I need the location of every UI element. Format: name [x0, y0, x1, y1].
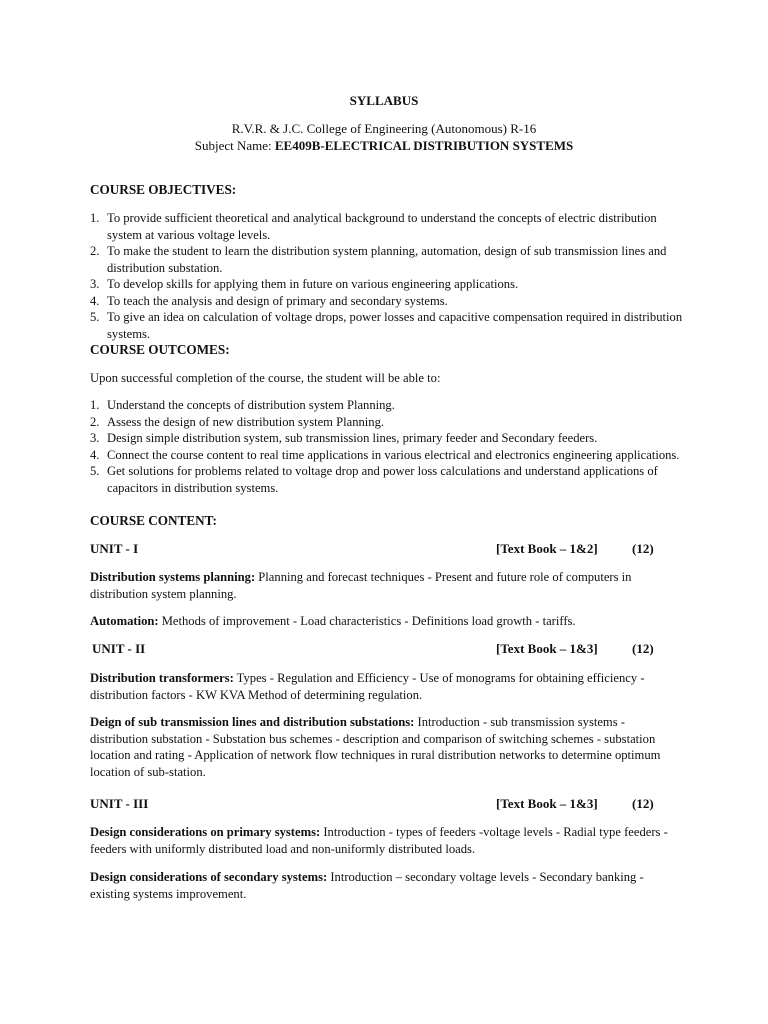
topic-paragraph	[90, 569, 680, 602]
topic-title: Design considerations on primary systems:	[90, 825, 321, 839]
topic-paragraph	[90, 714, 680, 780]
list-text: To give an idea on calculation of voltage drops, power losses and capacitive compensation required in distribution systems.	[107, 310, 683, 341]
topic-text: Types - Regulation and Efficiency - Use of monograms for obtaining efficiency - distribution factors - KW KVA Method of determining regulation.	[90, 671, 645, 702]
unit-header-2	[92, 641, 692, 658]
topic-title: Distribution transformers:	[90, 671, 234, 685]
list-text: To develop skills for applying them in future on various engineering applications.	[107, 277, 519, 291]
subject-line	[0, 138, 768, 155]
topic-text: Introduction – secondary voltage levels - Secondary banking - existing systems improvement.	[90, 870, 644, 901]
topic-text: Planning and forecast techniques - Present and future role of computers in distribution system planning.	[90, 570, 632, 601]
unit-header-1	[90, 541, 690, 558]
list-item	[90, 243, 690, 276]
topic-title: Deign of sub transmission lines and distribution substations:	[90, 715, 415, 729]
list-number: 5.	[90, 464, 100, 478]
unit-name: UNIT - III	[90, 796, 149, 811]
list-number: 4.	[90, 293, 100, 308]
list-text: Design simple distribution system, sub transmission lines, primary feeder and Secondary feeders.	[107, 431, 598, 445]
topic-text: Introduction - sub transmission systems - distribution substation - Substation bus schemes - description and comparison of switching schemes - substation location and rating - Application of network flow techniques in rural distribution networks to determine optimum location of sub-station.	[90, 715, 661, 779]
list-text: Get solutions for problems related to voltage drop and power loss calculations and understand applications of capacitors in distribution systems.	[107, 464, 658, 495]
list-text: Understand the concepts of distribution system Planning.	[107, 398, 395, 412]
unit-name: UNIT - II	[92, 641, 146, 656]
list-number: 4.	[90, 447, 100, 462]
list-item	[90, 447, 690, 464]
unit-textbook: [Text Book – 1&2]	[496, 541, 598, 556]
list-item	[90, 210, 690, 243]
topic-text: Methods of improvement - Load characteristics - Definitions load growth - tariffs.	[158, 614, 576, 628]
list-item	[90, 397, 690, 414]
objectives-list	[90, 210, 690, 342]
topic-title: Automation:	[90, 614, 159, 628]
list-text: To make the student to learn the distribution system planning, automation, design of sub transmission lines and distribution substation.	[107, 244, 667, 275]
list-number: 1.	[90, 211, 100, 225]
topic-text: Introduction - types of feeders -voltage levels - Radial type feeders - feeders with uniformly distributed load and non-uniformly distributed loads.	[90, 825, 668, 856]
unit-name: UNIT - I	[90, 541, 139, 556]
unit-textbook: [Text Book – 1&3]	[496, 641, 598, 656]
topic-paragraph	[90, 670, 680, 703]
topic-title: Distribution systems planning:	[90, 570, 256, 584]
list-number: 1.	[90, 398, 100, 412]
topic-title: Design considerations of secondary systems:	[90, 870, 328, 884]
list-text: Connect the course content to real time applications in various electrical and electronics engineering applications.	[107, 447, 680, 462]
list-number: 2.	[90, 414, 100, 429]
list-item	[90, 463, 690, 496]
list-text: To provide sufficient theoretical and analytical background to understand the concepts of electric distribution system at various voltage levels.	[107, 211, 657, 242]
list-text: To teach the analysis and design of primary and secondary systems.	[107, 293, 448, 308]
outcomes-intro: Upon successful completion of the course, the student will be able to:	[90, 371, 441, 385]
list-number: 5.	[90, 310, 100, 324]
unit-hours: (12)	[632, 541, 654, 556]
list-text: Assess the design of new distribution system Planning.	[107, 414, 385, 429]
subject-prefix: Subject Name:	[194, 138, 275, 153]
outcomes-heading: COURSE OUTCOMES:	[90, 342, 230, 357]
objectives-heading: COURSE OBJECTIVES:	[90, 182, 237, 197]
list-item	[90, 430, 690, 447]
unit-hours: (12)	[632, 796, 654, 811]
subject-name: EE409B-ELECTRICAL DISTRIBUTION SYSTEMS	[274, 138, 574, 153]
unit-hours: (12)	[632, 641, 654, 656]
unit-textbook: [Text Book – 1&3]	[496, 796, 598, 811]
document-title: SYLLABUS	[349, 93, 419, 108]
unit-header-3	[90, 796, 690, 813]
list-item	[90, 293, 690, 310]
topic-paragraph	[90, 824, 680, 857]
list-item	[90, 276, 690, 293]
list-number: 3.	[90, 431, 100, 445]
topic-paragraph	[90, 613, 680, 630]
topic-paragraph	[90, 869, 680, 902]
outcomes-list	[90, 397, 690, 496]
content-heading: COURSE CONTENT:	[90, 513, 217, 528]
list-item	[90, 414, 690, 431]
list-item	[90, 309, 690, 342]
list-number: 2.	[90, 244, 100, 258]
college-name: R.V.R. & J.C. College of Engineering (Autonomous) R-16	[231, 121, 537, 136]
list-number: 3.	[90, 277, 100, 291]
